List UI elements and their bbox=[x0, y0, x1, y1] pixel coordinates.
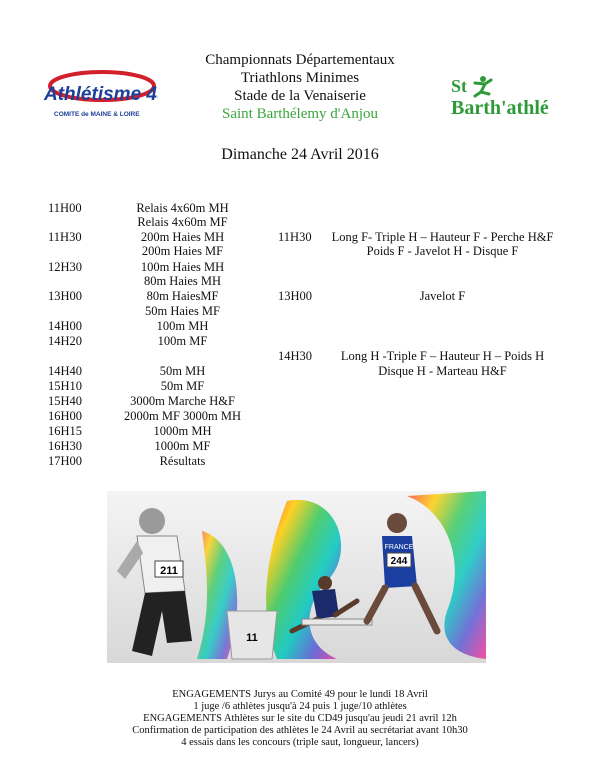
jumper-figure bbox=[227, 611, 277, 659]
schedule-event: Poids F - Javelot H - Disque F bbox=[366, 244, 519, 258]
footer-line: Confirmation de participation des athlètes le 24 Avril au secrétariat avant 10h30 bbox=[132, 725, 468, 736]
title-line-3: Stade de la Venaiserie bbox=[234, 88, 366, 104]
schedule-time: 14H40 bbox=[48, 364, 83, 378]
athletes-collage-image bbox=[107, 491, 486, 663]
footer-line: ENGAGEMENTS Athlètes sur le site du CD49 jusqu'au jeudi 21 avril 12h bbox=[143, 713, 457, 724]
schedule-time: 13H00 bbox=[278, 289, 313, 303]
schedule-time: 14H20 bbox=[48, 334, 83, 348]
schedule-event: 3000m Marche H&F bbox=[130, 394, 235, 408]
schedule-event: 1000m MF bbox=[154, 439, 211, 453]
schedule-time: 16H15 bbox=[48, 424, 83, 438]
schedule-event: 200m Haies MF bbox=[141, 244, 224, 258]
schedule-event: Relais 4x60m MH bbox=[136, 201, 229, 215]
st-barth-athle-logo bbox=[445, 74, 563, 122]
schedule-time: 16H00 bbox=[48, 409, 83, 423]
title-line-2: Triathlons Minimes bbox=[240, 70, 360, 86]
schedule-event: Long H -Triple F – Hauteur H – Poids H bbox=[340, 349, 545, 363]
schedule-event: 80m HaiesMF bbox=[146, 289, 219, 303]
schedule-event: Résultats bbox=[159, 454, 206, 468]
schedule-time: 13H00 bbox=[48, 289, 83, 303]
schedule-event: 100m Haies MH bbox=[140, 260, 225, 274]
schedule-event: 1000m MH bbox=[153, 424, 212, 438]
footer-line: 1 juge /6 athlètes jusqu'à 24 puis 1 juge/10 athlètes bbox=[193, 701, 407, 712]
schedule-event: 80m Haies MH bbox=[143, 274, 222, 288]
logo-left-subtext: COMITE de MAINE & LOIRE bbox=[54, 111, 140, 118]
bib-number-mid: 11 bbox=[246, 632, 258, 644]
schedule-event: Javelot F bbox=[419, 289, 466, 303]
schedule-time: 15H10 bbox=[48, 379, 83, 393]
schedule-time: 14H00 bbox=[48, 319, 83, 333]
schedule-event: 200m Haies MH bbox=[140, 230, 225, 244]
footer-line: 4 essais dans les concours (triple saut, longueur, lancers) bbox=[181, 737, 419, 748]
schedule-event: 50m MH bbox=[159, 364, 206, 378]
title-line-1: Championnats Départementaux bbox=[205, 52, 395, 68]
bib-number-right: 244 bbox=[390, 556, 408, 567]
schedule-time: 14H30 bbox=[278, 349, 313, 363]
schedule-event: Long F- Triple H – Hauteur F - Perche H&F bbox=[331, 230, 554, 244]
logo-right-text-top: St bbox=[451, 76, 468, 96]
logo-left-text: Athlétisme 49 bbox=[44, 84, 158, 105]
schedule-time: 12H30 bbox=[48, 260, 83, 274]
event-date: Dimanche 24 Avril 2016 bbox=[221, 146, 379, 163]
schedule-event: 100m MH bbox=[156, 319, 209, 333]
schedule-event: 50m MF bbox=[160, 379, 205, 393]
venue-city: Saint Barthélemy d'Anjou bbox=[221, 106, 378, 122]
schedule-event: 50m Haies MF bbox=[145, 304, 220, 318]
athletisme-49-logo bbox=[40, 70, 158, 120]
logo-right-text-bottom: Barth'athlé bbox=[451, 97, 549, 119]
schedule-time: 15H40 bbox=[48, 394, 83, 408]
schedule-event: 100m MF bbox=[157, 334, 208, 348]
schedule-event: 2000m MF 3000m MH bbox=[123, 409, 242, 423]
schedule-event: Relais 4x60m MF bbox=[137, 215, 228, 229]
schedule-time: 17H00 bbox=[48, 454, 83, 468]
bib-number-left: 211 bbox=[160, 565, 178, 577]
runner-icon bbox=[475, 76, 491, 96]
schedule-time: 11H00 bbox=[48, 201, 82, 215]
footer-line: ENGAGEMENTS Jurys au Comité 49 pour le lundi 18 Avril bbox=[172, 689, 428, 700]
shirt-text: FRANCE bbox=[384, 544, 414, 551]
schedule-event: Disque H - Marteau H&F bbox=[378, 364, 507, 378]
schedule-time: 11H30 bbox=[48, 230, 82, 244]
schedule-time: 11H30 bbox=[278, 230, 312, 244]
schedule-time: 16H30 bbox=[48, 439, 83, 453]
